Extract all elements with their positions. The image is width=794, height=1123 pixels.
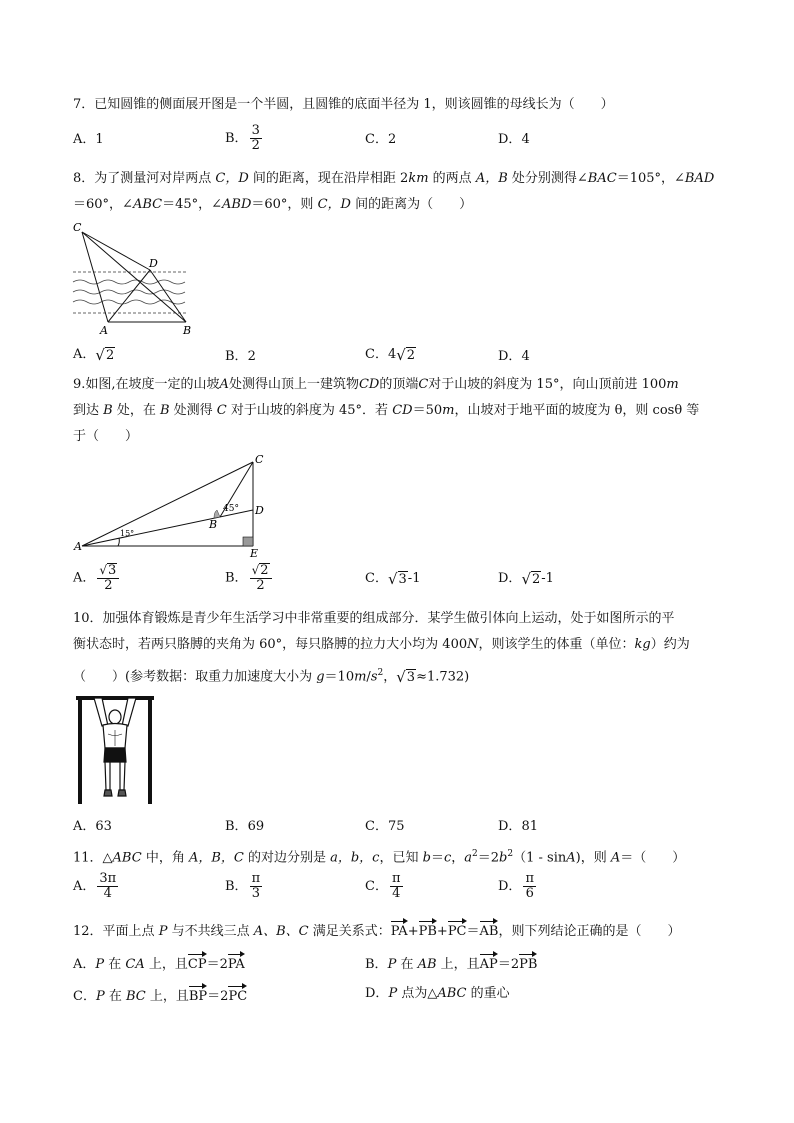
q12-option-a: A．P 在 CA 上，且CP＝2PA: [73, 953, 245, 974]
point-label-a: A: [100, 324, 108, 337]
point-label-c: C: [255, 453, 264, 466]
q11-option-c: C． $\frac{\pi}{4}$: [365, 871, 401, 901]
q12-option-b: B．P 在 AB 上，且AP＝2PB: [365, 953, 537, 974]
q9-option-c: C． √ 3 -1: [365, 569, 421, 588]
q8-option-c: C．4 √ 2: [365, 345, 416, 364]
q9-stem-line1: 9.如图,在坡度一定的山坡A处测得山顶上一建筑物CD的顶端C对于山坡的斜度为 15°，向山顶前进 100m: [73, 377, 679, 392]
q12-stem: 12．平面上点 P 与不共线三点 A、B、C 满足关系式：PA+PB+PC＝AB，则下列结论正确的是（ ）: [73, 920, 681, 941]
q8-option-a: A． √ 2: [73, 345, 115, 364]
angle-label-45: 45°: [223, 504, 239, 514]
q9-stem-line2: 到达 B 处，在 B 处测得 C 对于山坡的斜度为 45°．若 CD＝50m，山坡对于地平面的坡度为 θ，则 cosθ 等: [73, 403, 700, 418]
point-label-d: D: [255, 504, 264, 517]
point-label-d: D: [149, 257, 158, 270]
q7-option-b: B． $\frac{3}{2}$: [225, 123, 260, 153]
point-label-a: A: [74, 540, 82, 553]
q11-stem: 11．△ABC 中，角 A，B，C 的对边分别是 a，b，c，已知 b＝c，$a^2=2b^2(1 - \sin A)$，则 A＝（ ）: [73, 849, 686, 866]
q10-stem-line1: 10．加强体育锻炼是青少年生活学习中非常重要的组成部分．某学生做引体向上运动，处于如图所示的平: [73, 611, 675, 626]
vector-pb: PB: [419, 920, 437, 941]
q10-stem-line2: 衡状态时，若两只胳膊的夹角为 60°，每只胳膊的拉力大小均为 400N，则该学生的体重（单位：kg）约为: [73, 637, 690, 652]
q10-option-c: C．75: [365, 819, 405, 834]
q8-option-d: D．4: [498, 349, 530, 364]
angle-label-15: 15°: [120, 529, 135, 538]
q8-stem-line1: 8．为了测量河对岸两点 C，D 间的距离，现在沿岸相距 2km 的两点 A，B 处分别测得∠BAC＝105°，∠BAD: [73, 171, 715, 186]
point-label-b: B: [183, 324, 192, 337]
q10-option-b: B．69: [225, 819, 265, 834]
q7-stem: 7．已知圆锥的侧面展开图是一个半圆，且圆锥的底面半径为 1，则该圆锥的母线长为（ ）: [73, 97, 614, 112]
vector-pa: PA: [391, 920, 408, 941]
point-label-c: C: [73, 221, 82, 234]
q7-option-c: C．2: [365, 132, 397, 147]
q8-option-b: B．2: [225, 349, 256, 364]
q10-stem-line3: （ ）(参考数据：取重力加速度大小为 $g=10m/s^2$， √ 3 ≈1.732): [73, 667, 470, 686]
point-label-e: E: [250, 547, 259, 557]
q10-option-a: A．63: [73, 819, 112, 834]
q9-stem-line3: 于（ ）: [73, 429, 139, 444]
q9-slope-figure: [70, 452, 270, 557]
q11-option-d: D． $\frac{\pi}{6}$: [498, 871, 534, 901]
fraction: $\frac{3}{2}$: [251, 123, 260, 153]
q12-option-c: C．P 在 BC 上，且BP＝2PC: [73, 985, 247, 1006]
vector-ab: AB: [480, 920, 499, 941]
q8-stem-line2: ＝60°，∠ABC＝45°，∠ABD＝60°，则 C，D 间的距离为（ ）: [73, 197, 473, 212]
q9-option-d: D． √ 2 -1: [498, 569, 554, 588]
q9-option-a: A． √ 3 2: [73, 563, 121, 593]
q12-option-d: D．P 点为△ABC 的重心: [365, 986, 510, 1001]
q9-option-b: B． √ 2 2: [225, 563, 274, 593]
q11-option-b: B． $\frac{\pi}{3}$: [225, 871, 261, 901]
q7-option-a: A．1: [73, 132, 104, 147]
q11-option-a: A． $\frac{3\pi}{4}$: [73, 871, 117, 901]
q10-pullup-figure: [72, 690, 162, 805]
q10-option-d: D．81: [498, 819, 538, 834]
vector-pc: PC: [448, 920, 467, 941]
q7-option-d: D．4: [498, 132, 530, 147]
q8-river-figure: [68, 218, 198, 338]
point-label-b: B: [209, 518, 218, 531]
